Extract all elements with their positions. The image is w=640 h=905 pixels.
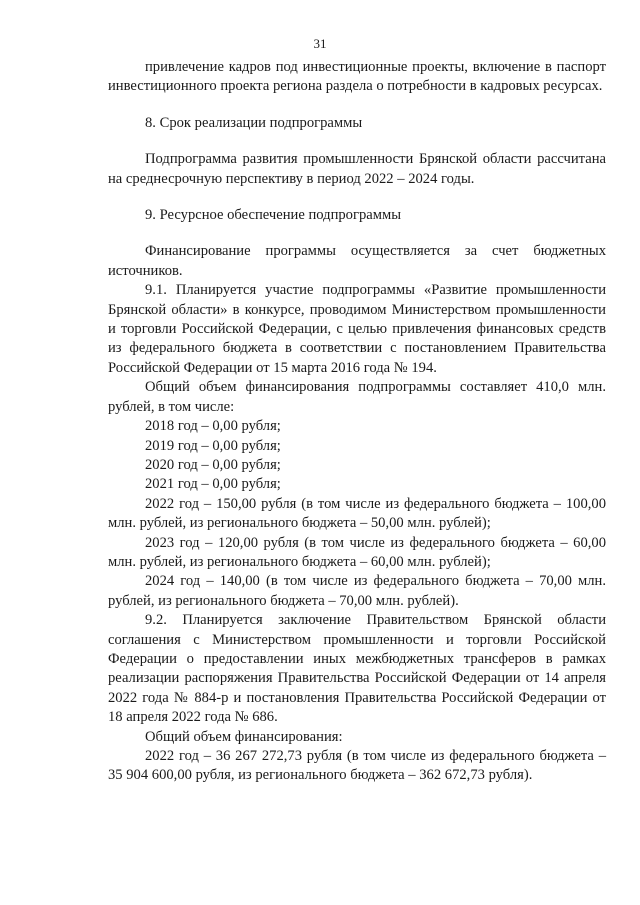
spacer <box>108 97 606 114</box>
spacer <box>108 133 606 150</box>
section-8-heading: 8. Срок реализации подпрограммы <box>145 114 363 131</box>
year-2023-paragraph: 2023 год – 120,00 рубля (в том числе из федерального бюджета – 60,00 млн. рублей, из регионального бюджета – 60,00 млн. рублей); <box>108 534 606 570</box>
intro-paragraph: привлечение кадров под инвестиционные проекты, включение в паспорт инвестиционного проекта региона раздела о потребности в кадровых ресурсах. <box>108 59 606 95</box>
year-2024-paragraph: 2024 год – 140,00 (в том числе из федерального бюджета – 70,00 млн. рублей, из регионального бюджета – 70,00 млн. рублей). <box>108 573 606 609</box>
financing-intro-paragraph: Финансирование программы осуществляется за счет бюджетных источников. <box>108 243 606 279</box>
year-2022-paragraph: 2022 год – 150,00 рубля (в том числе из федерального бюджета – 100,00 млн. рублей, из регионального бюджета – 50,00 млн. рублей); <box>108 495 606 532</box>
paragraph-9-2: 9.2. Планируется заключение Правительством Брянской области соглашения с Министерством промышленности и торговли Российской Федерации о предоставлении иных межбюджетных трансферов в рамках реализации распоряжения Правительства Российской Федерации от 14 апреля 2022 года № 884-р и постановления Правительства Российской Федерации от 18 апреля 2022 года № 686. <box>108 612 606 726</box>
section-9-heading: 9. Ресурсное обеспечение подпрограммы <box>145 207 402 224</box>
paragraph-9-1: 9.1. Планируется участие подпрограммы «Развитие промышленности Брянской области» в конкурсе, проводимом Министерством промышленности и торговли Российской Федерации, с целью привлечения финансовых средств из федерального бюджета в соответствии с постановлением Правительства Российской Федерации от 15 марта 2016 года № 194. <box>108 282 606 376</box>
year-2019-line: 2019 год – 0,00 рубля; <box>145 437 281 454</box>
section-8-paragraph: Подпрограмма развития промышленности Брянской области рассчитана на среднесрочную перспективу в период 2022 – 2024 годы. <box>108 151 606 187</box>
year-2022-transfer-paragraph: 2022 год – 36 267 272,73 рубля (в том числе из федерального бюджета – 35 904 600,00 рубля, из регионального бюджета – 362 672,73 рубля). <box>108 748 606 784</box>
year-2021-line: 2021 год – 0,00 рубля; <box>145 476 281 493</box>
page-number: 31 <box>313 36 327 51</box>
document-body <box>108 58 606 786</box>
year-2020-line: 2020 год – 0,00 рубля; <box>145 456 281 473</box>
total-financing-9-2: Общий объем финансирования: <box>145 728 343 745</box>
total-financing-9-1: Общий объем финансирования подпрограммы составляет 410,0 млн. рублей, в том числе: <box>108 379 606 415</box>
spacer <box>108 189 606 206</box>
spacer <box>108 225 606 242</box>
year-2018-line: 2018 год – 0,00 рубля; <box>145 418 281 435</box>
